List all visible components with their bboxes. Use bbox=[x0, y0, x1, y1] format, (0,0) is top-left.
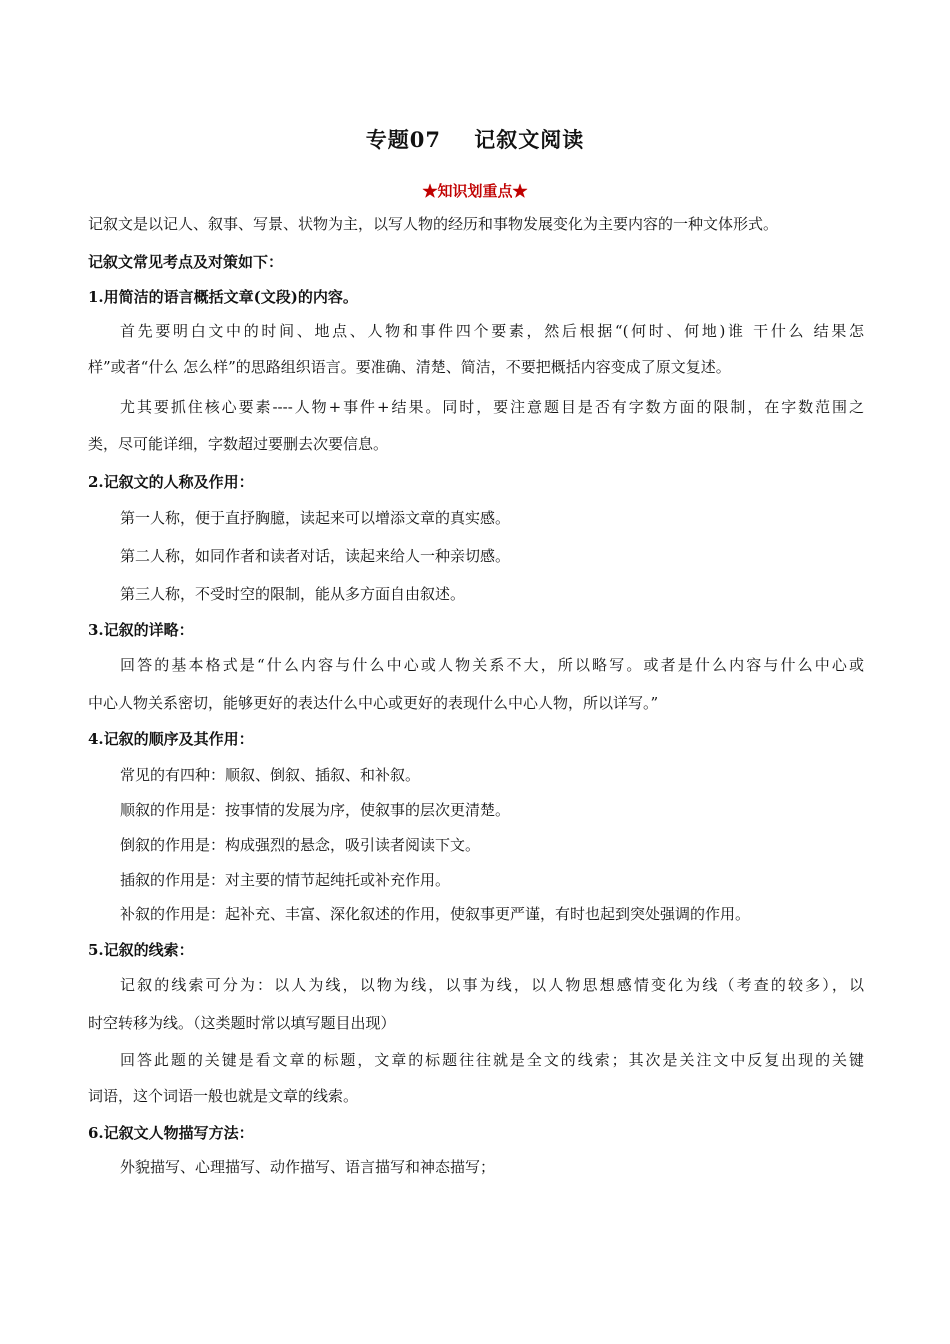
paragraph-line: 回答的基本格式是“什么内容与什么中心或人物关系不大，所以略写。或者是什么内容与什么中心或 bbox=[120, 656, 864, 674]
heading-4-order: 4.记叙的顺序及其作用： bbox=[88, 730, 254, 748]
paragraph-line: 倒叙的作用是：构成强烈的悬念，吸引读者阅读下文。 bbox=[120, 836, 481, 854]
paragraph-line: 常见的有四种：顺叙、倒叙、插叙、和补叙。 bbox=[120, 766, 421, 784]
heading-1-summarize: 1.用简洁的语言概括文章(文段)的内容。 bbox=[88, 288, 358, 306]
paragraph-line: 中心人物关系密切，能够更好的表达什么中心或更好的表现什么中心人物，所以详写。” bbox=[88, 694, 659, 712]
heading-3-detail: 3.记叙的详略： bbox=[88, 621, 194, 639]
paragraph-line: 回答此题的关键是看文章的标题，文章的标题往往就是全文的线索；其次是关注文中反复出现的关键 bbox=[120, 1051, 864, 1069]
paragraph-line: 尤其要抓住核心要素----人物+事件+结果。同时，要注意题目是否有字数方面的限制，在字数范围之 bbox=[120, 398, 864, 416]
section-banner: ★知识划重点★ bbox=[422, 182, 528, 200]
paragraph-line: 首先要明白文中的时间、地点、人物和事件四个要素，然后根据“(何时、何地)谁 干什么 结果怎 bbox=[120, 322, 864, 340]
heading-6-description: 6.记叙文人物描写方法： bbox=[88, 1124, 254, 1142]
paragraph-line: 记叙的线索可分为：以人为线，以物为线，以事为线，以人物思想感情变化为线（考查的较多），以 bbox=[120, 976, 864, 994]
paragraph-line: 插叙的作用是：对主要的情节起纯托或补充作用。 bbox=[120, 871, 451, 889]
heading-2-person: 2.记叙文的人称及作用： bbox=[88, 473, 254, 491]
paragraph-intro: 记叙文是以记人、叙事、写景、状物为主，以写人物的经历和事物发展变化为主要内容的一种文体形式。 bbox=[88, 215, 779, 233]
paragraph-line: 顺叙的作用是：按事情的发展为序，使叙事的层次更清楚。 bbox=[120, 801, 511, 819]
paragraph-line: 补叙的作用是：起补充、丰富、深化叙述的作用，使叙事更严谨，有时也起到突处强调的作用。 bbox=[120, 905, 751, 923]
page-title: 专题07 记叙文阅读 bbox=[365, 127, 585, 152]
paragraph-line: 时空转移为线。（这类题时常以填写题目出现） bbox=[88, 1014, 396, 1032]
paragraph-line: 第二人称，如同作者和读者对话，读起来给人一种亲切感。 bbox=[120, 547, 511, 565]
paragraph-line: 类，尽可能详细，字数超过要删去次要信息。 bbox=[88, 435, 389, 453]
paragraph-line: 样”或者“什么 怎么样”的思路组织语言。要准确、清楚、简洁，不要把概括内容变成了原文复述。 bbox=[88, 358, 731, 376]
heading-key-points: 记叙文常见考点及对策如下： bbox=[88, 253, 284, 271]
heading-5-clue: 5.记叙的线索： bbox=[88, 941, 194, 959]
paragraph-line: 第三人称，不受时空的限制，能从多方面自由叙述。 bbox=[120, 585, 466, 603]
paragraph-line: 外貌描写、心理描写、动作描写、语言描写和神态描写； bbox=[120, 1158, 496, 1176]
paragraph-line: 第一人称，便于直抒胸臆，读起来可以增添文章的真实感。 bbox=[120, 509, 511, 527]
paragraph-line: 词语，这个词语一般也就是文章的线索。 bbox=[88, 1087, 359, 1105]
